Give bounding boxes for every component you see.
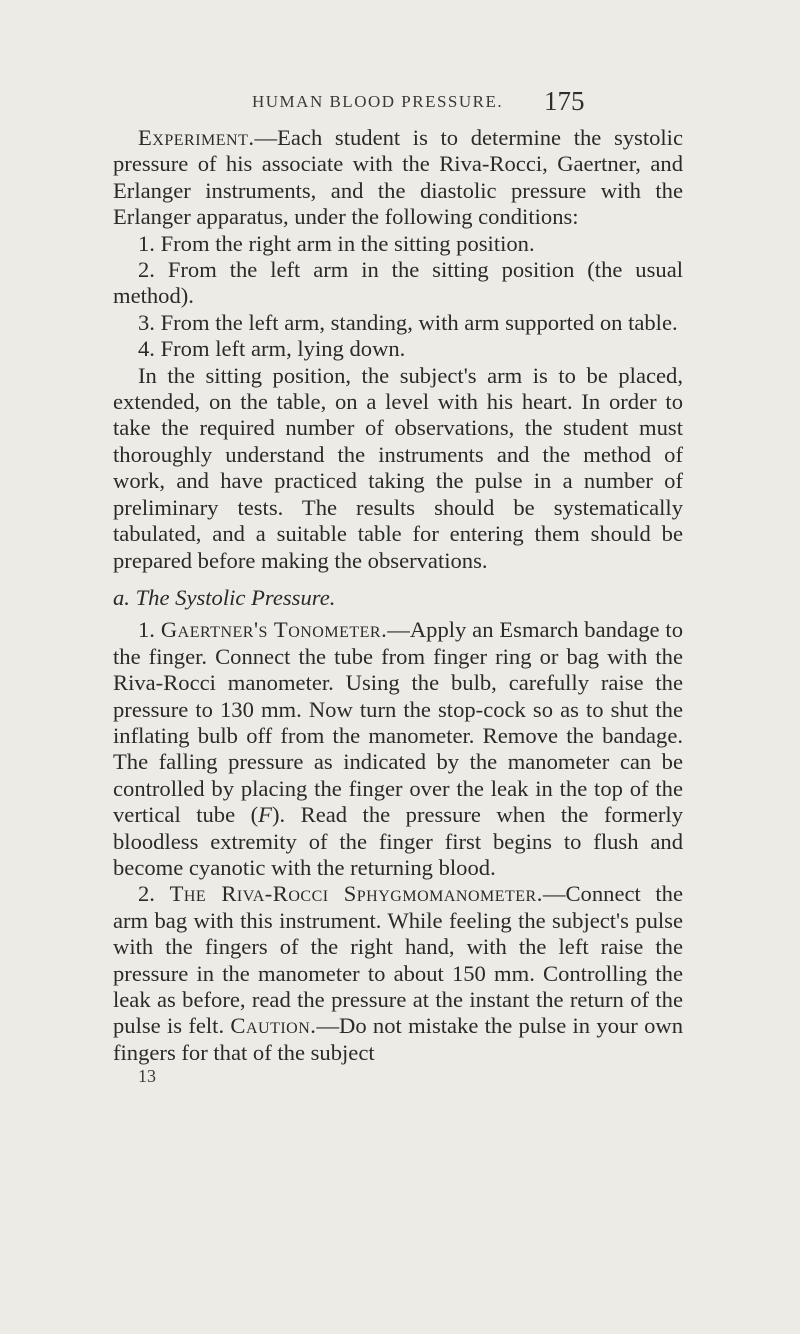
experiment-label: Experiment. [138, 125, 255, 150]
procedure-paragraph: In the sitting position, the subject's arm is to be placed, extended, on the table, on a level with his heart. In order to take the required number of observations, the student must thoroughly understand the instruments and the method of work, and have practiced taking the pulse in a number of preliminary tests. The results should be systematically tabulated, and a suitable table for entering them should be prepared before making the observations. [113, 362, 683, 573]
riva-rocci-paragraph [113, 881, 683, 1066]
page-header [0, 86, 800, 120]
condition-item: 3. From the left arm, standing, with arm supported on table. [138, 309, 678, 335]
item-text-continued: ). Read the pressure when the formerly bloodless extremity of the finger first begins to flush and become cyanotic with the returning blood. [113, 802, 683, 880]
condition-item: 2. From the left arm in the sitting position (the usual method). [113, 257, 683, 309]
signature-mark: 13 [138, 1066, 156, 1087]
page-number: 175 [544, 86, 585, 116]
item-text: —Connect the arm bag with this instrument. While feeling the subject's pulse with the fingers of the right hand, with the left raise the pressure in the manometer to about 150 mm. Controlling the leak as before, read the pressure at the instant the return of the pulse is felt. [113, 881, 684, 1039]
running-head: HUMAN BLOOD PRESSURE. [252, 92, 504, 111]
item-text: —Apply an Esmarch bandage to the finger. Connect the tube from finger ring or bag with the Riva-Rocci manometer. Using the bulb, carefully raise the pressure to 130 mm. Now turn the stop-cock so as to shut the inflating bulb off from the manometer. Remove the bandage. The falling pressure as indicated by the manometer can be controlled by placing the finger over the leak in the top of the vertical tube ( [113, 617, 684, 828]
section-marker: a. [113, 584, 130, 610]
body-text [113, 125, 683, 1086]
experiment-paragraph [113, 125, 683, 231]
condition-item: 4. From left arm, lying down. [138, 336, 406, 362]
experiment-text: —Each student is to determine the systolic pressure of his associate with the Riva-Rocci, Gaertner, and Erlanger instruments, and the diastolic pressure with the Erlanger apparatus, under the following conditions: [113, 125, 683, 230]
section-spacer [113, 574, 683, 585]
section-title: The Systolic Pressure. [135, 584, 336, 610]
item-title: The Riva-Rocci Sphygmomanometer. [169, 881, 543, 907]
section-heading [113, 585, 683, 611]
item-italic-letter: F [258, 802, 272, 828]
item-number: 2. [138, 881, 155, 907]
caution-label: Caution. [230, 1013, 317, 1039]
item-title: Gaertner's Tonometer. [160, 617, 388, 643]
gaertner-paragraph [113, 617, 683, 881]
condition-item: 1. From the right arm in the sitting position. [138, 230, 535, 256]
item-text-continued: —Do not mistake the pulse in your own fingers for that of the subject [113, 1013, 683, 1065]
item-number: 1. [138, 617, 155, 643]
